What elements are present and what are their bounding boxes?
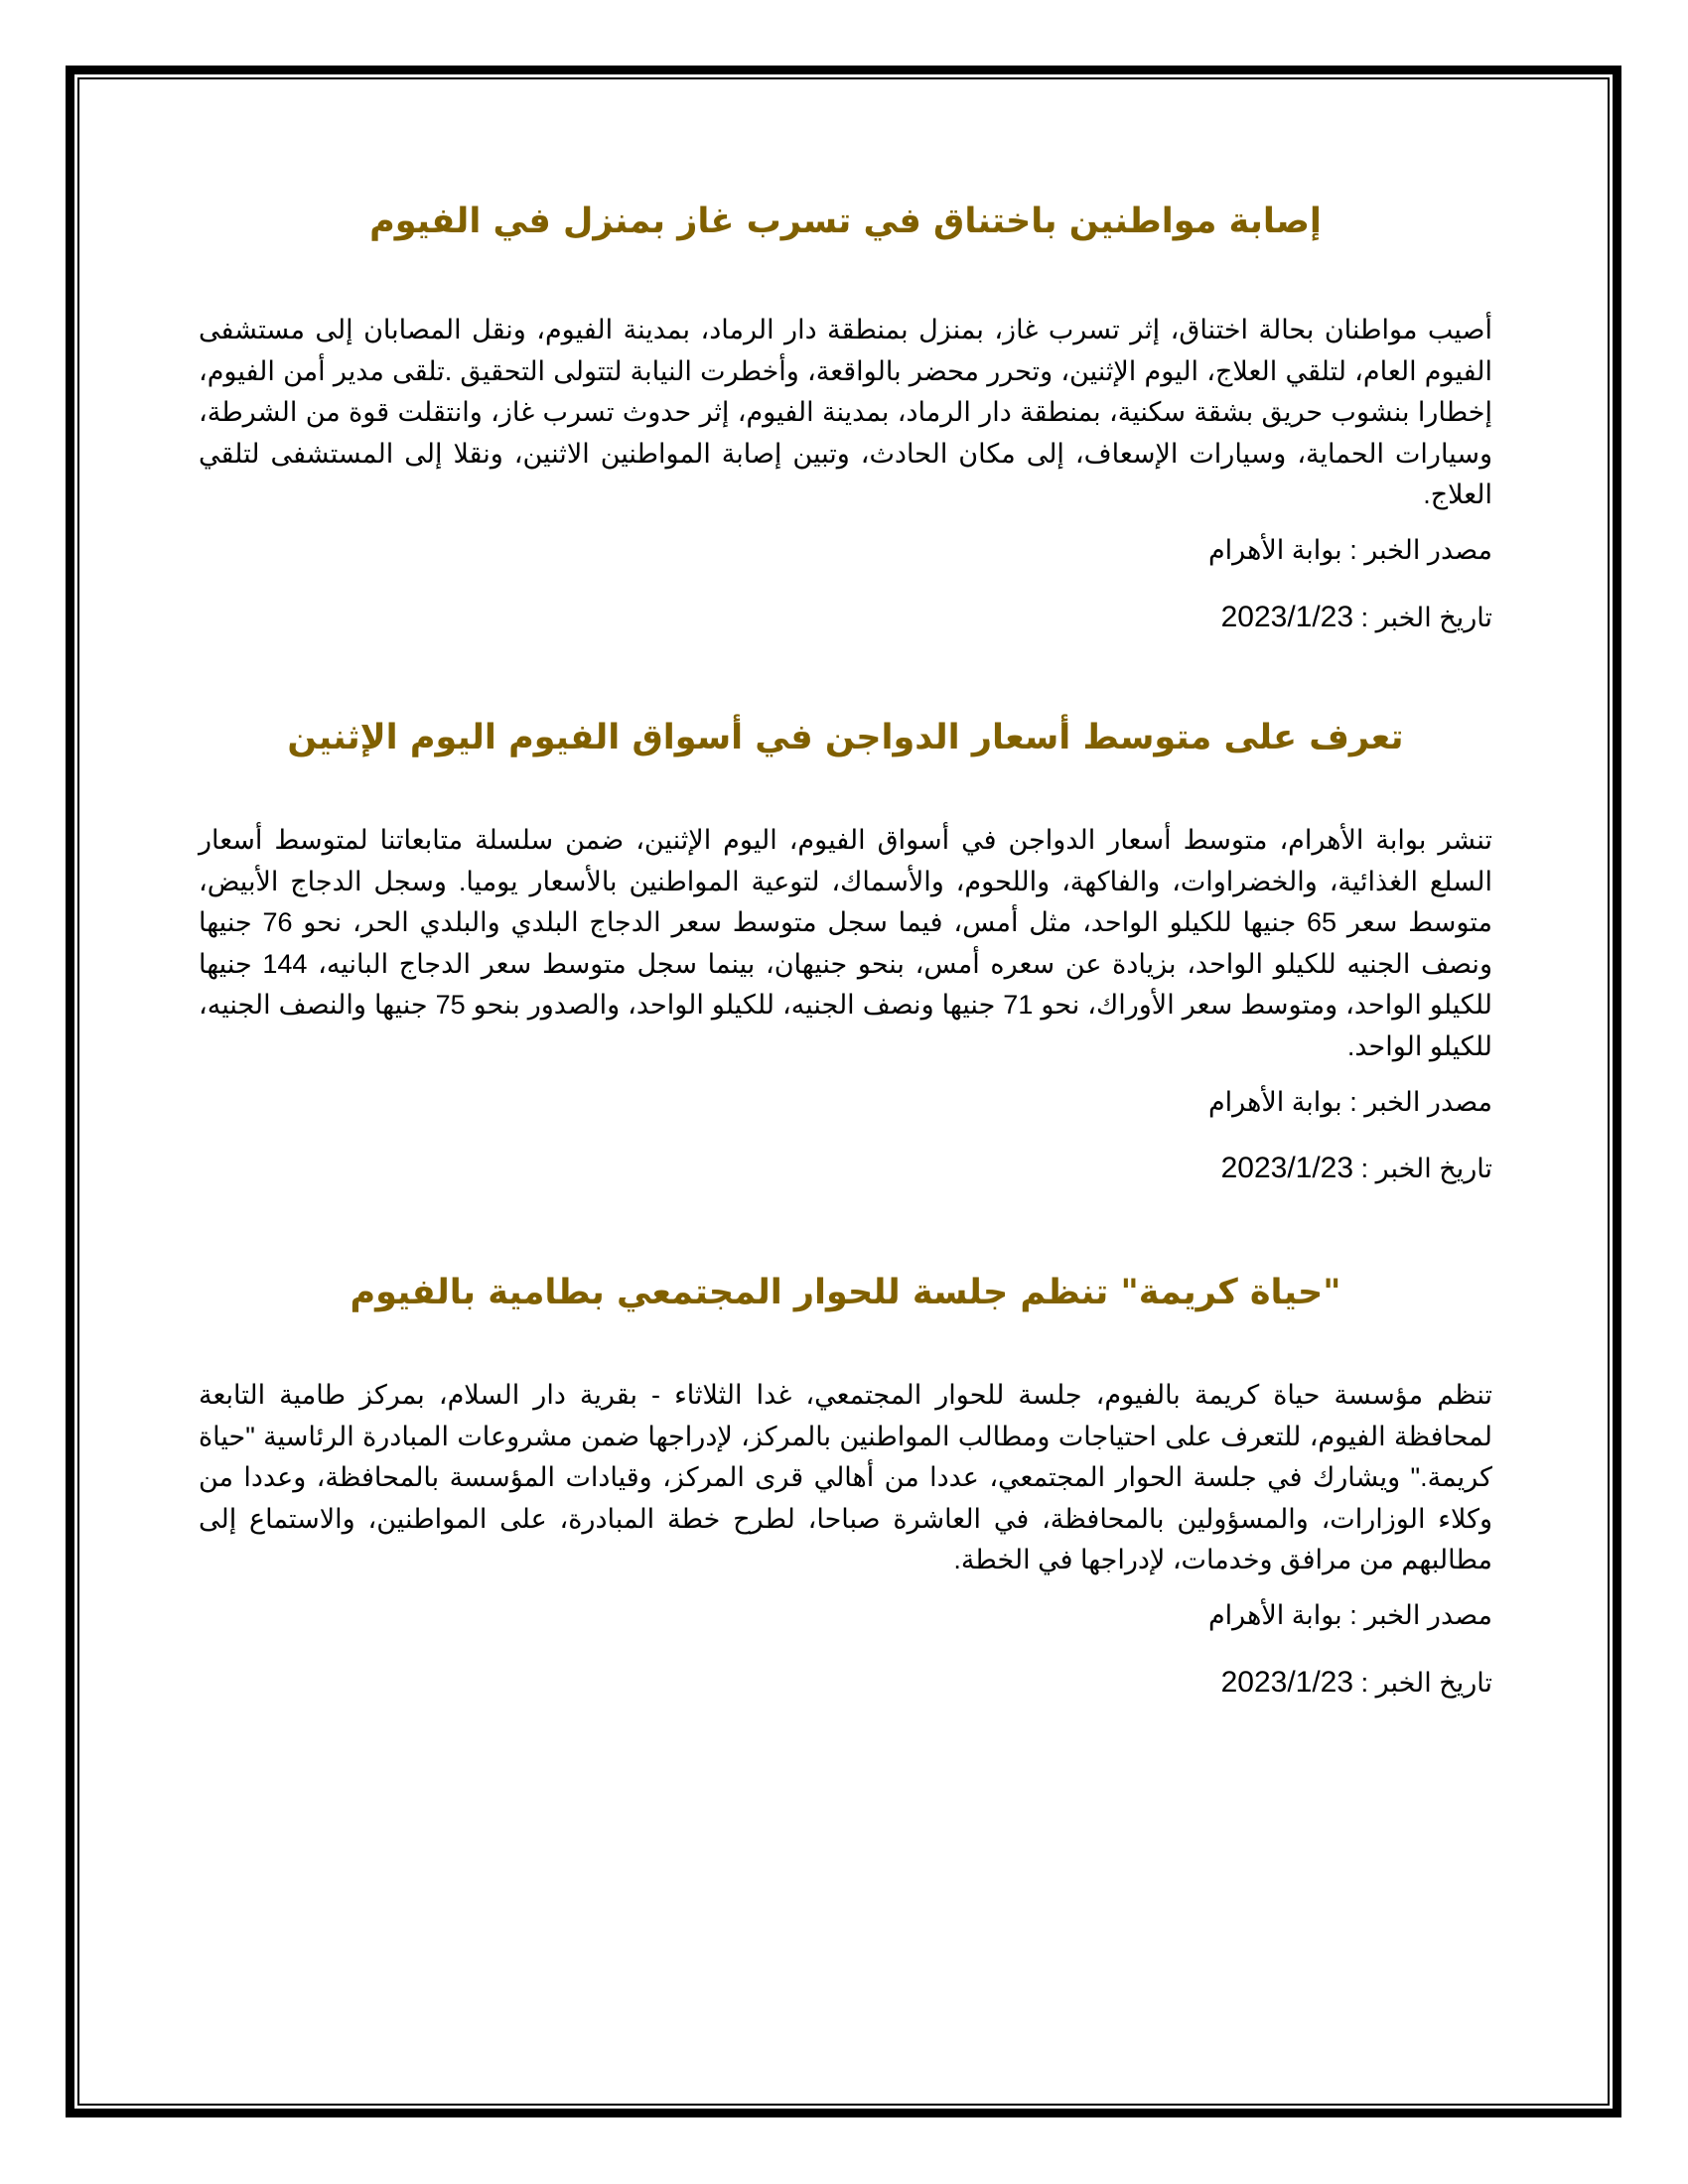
- source-label: مصدر الخبر :: [1349, 534, 1492, 565]
- date-value: 2023/1/23: [1220, 1152, 1354, 1185]
- source-value: بوابة الأهرام: [1207, 1599, 1342, 1630]
- source-label: مصدر الخبر :: [1349, 1086, 1492, 1117]
- article-body: تنشر بوابة الأهرام، متوسط أسعار الدواجن في أسواق الفيوم، اليوم الإثنين، ضمن سلسلة متابعاتنا لمتوسط أسعار السلع الغذائية، والخضراوات، والفاكهة، واللحوم، والأسماك، لتوعية المواطنين بالأسعار يوميا. وسجل الدجاج الأبيض، متوسط سعر 65 جنيها للكيلو الواحد، مثل أمس، فيما سجل متوسط سعر الدجاج البلدي والبلدي الحر، نحو 76 جنيها ونصف الجنيه للكيلو الواحد، بزيادة عن سعره أمس، بنحو جنيهان، بينما سجل متوسط سعر الدجاج البانيه، 144 جنيها للكيلو الواحد، ومتوسط سعر الأوراك، نحو 71 جنيها ونصف الجنيه، للكيلو الواحد، والصدور بنحو 75 جنيها والنصف الجنيه، للكيلو الواحد.: [199, 825, 1492, 1061]
- article-source: [199, 1082, 1492, 1124]
- date-label: تاريخ الخبر :: [1360, 1667, 1492, 1698]
- article-date: [199, 1662, 1492, 1705]
- article-body: أصيب مواطنان بحالة اختناق، إثر تسرب غاز، بمنزل بمنطقة دار الرماد، بمدينة الفيوم، ونقل المصابان إلى مستشفى الفيوم العام، لتلقي العلاج، اليوم الإثنين، وتحرر محضر بالواقعة، وأخطرت النيابة لتتولى التحقيق .تلقى مدير أمن الفيوم، إخطارا بنشوب حريق بشقة سكنية، بمنطقة دار الرماد، بمدينة الفيوم، إثر حدوث تسرب غاز، وانتقلت قوة من الشرطة، وسيارات الحماية، وسيارات الإسعاف، إلى مكان الحادث، وتبين إصابة المواطنين الاثنين، ونقلا إلى المستشفى لتلقي العلاج.: [199, 315, 1492, 510]
- source-value: بوابة الأهرام: [1207, 534, 1342, 565]
- news-article: [199, 713, 1492, 1190]
- date-value: 2023/1/23: [1220, 600, 1354, 633]
- article-source: [199, 530, 1492, 572]
- article-title: "حياة كريمة" تنظم جلسة للحوار المجتمعي بطامية بالفيوم: [350, 1273, 1341, 1312]
- date-label: تاريخ الخبر :: [1360, 1154, 1492, 1184]
- source-label: مصدر الخبر :: [1349, 1599, 1492, 1630]
- date-value: 2023/1/23: [1220, 1665, 1354, 1699]
- article-title: إصابة مواطنين باختناق في تسرب غاز بمنزل في الفيوم: [369, 202, 1322, 241]
- source-value: بوابة الأهرام: [1207, 1086, 1342, 1117]
- date-label: تاريخ الخبر :: [1360, 602, 1492, 632]
- article-title: تعرف على متوسط أسعار الدواجن في أسواق الفيوم اليوم الإثنين: [287, 718, 1404, 757]
- article-date: [199, 597, 1492, 639]
- article-body: تنظم مؤسسة حياة كريمة بالفيوم، جلسة للحوار المجتمعي، غدا الثلاثاء - بقرية دار السلام، بمركز طامية التابعة لمحافظة الفيوم، للتعرف على احتياجات ومطالب المواطنين بالمركز، لإدراجها ضمن مشروعات المبادرة الرئاسية "حياة كريمة." ويشارك في جلسة الحوار المجتمعي، عددا من أهالي قرى المركز، وقيادات المؤسسة بالمحافظة، وعددا من وكلاء الوزارات، والمسؤولين بالمحافظة، في العاشرة صباحا، لطرح خطة المبادرة، على المواطنين، والاستماع إلى مطالبهم من مرافق وخدمات، لإدراجها في الخطة.: [199, 1380, 1492, 1575]
- news-article: [199, 1268, 1492, 1704]
- news-article: [199, 197, 1492, 638]
- article-source: [199, 1595, 1492, 1637]
- article-date: [199, 1148, 1492, 1190]
